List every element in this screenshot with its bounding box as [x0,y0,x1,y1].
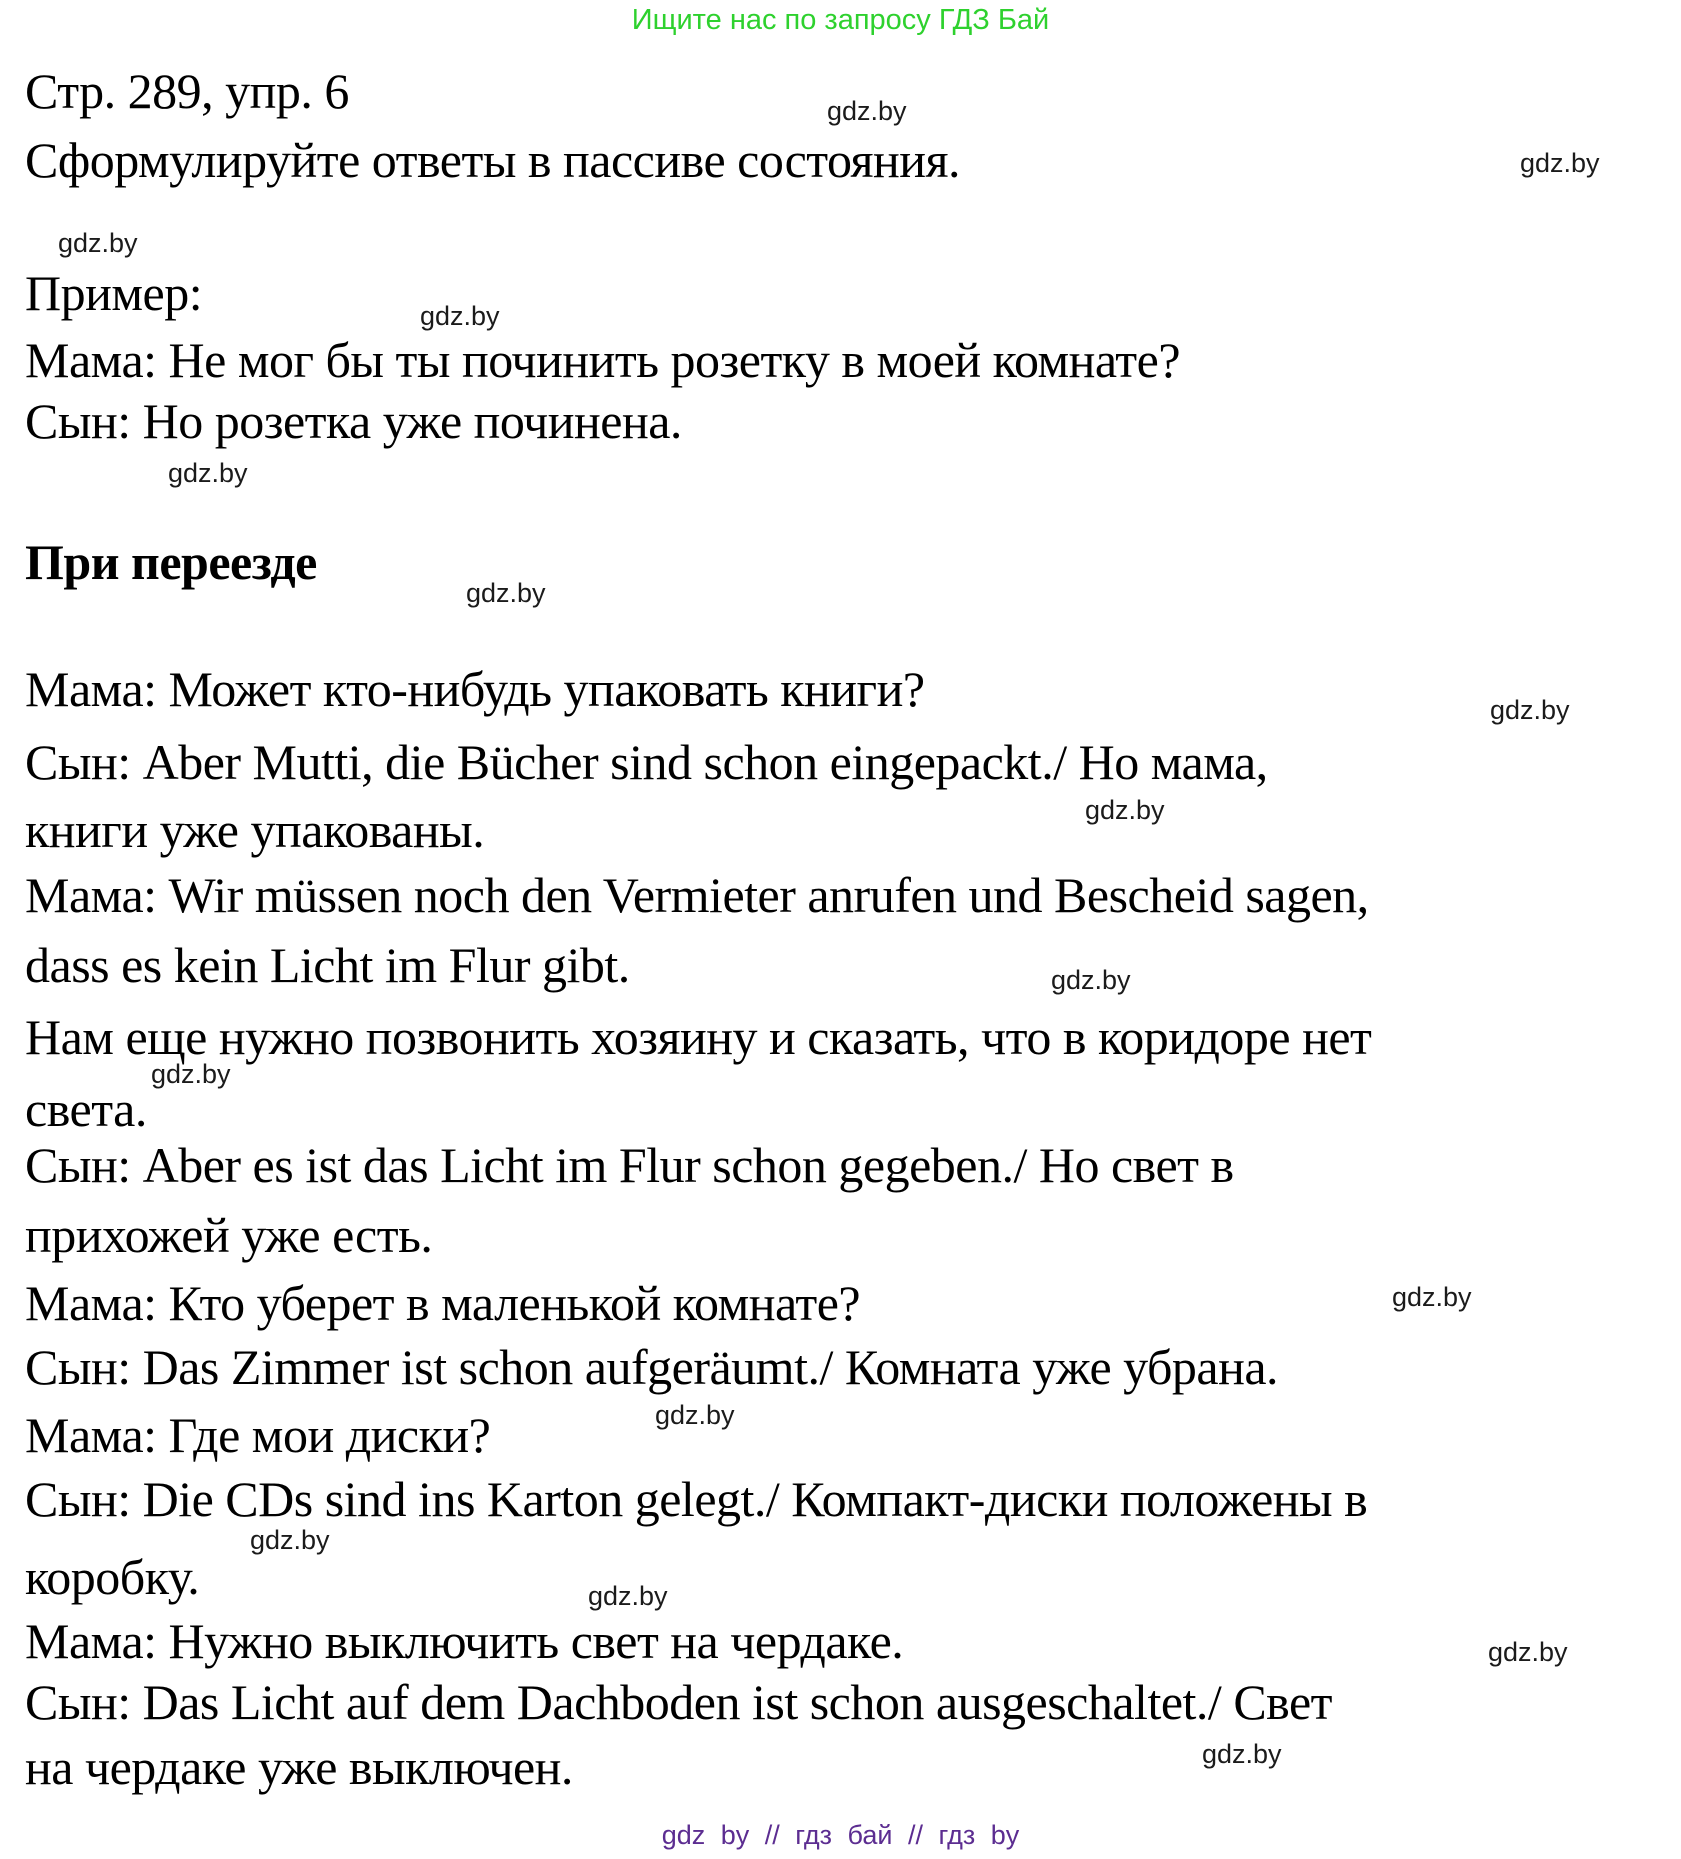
gdz-watermark: gdz.by [827,96,907,126]
gdz-watermark: gdz.by [1520,148,1600,178]
dialog-line: Сын: Die CDs sind ins Karton gelegt./ Компакт-диски положены в [25,1471,1368,1527]
gdz-watermark: gdz.by [588,1581,668,1611]
gdz-watermark: gdz.by [655,1400,735,1430]
gdz-watermark: gdz.by [1488,1637,1568,1667]
example-line: Мама: Не мог бы ты починить розетку в моей комнате? [25,332,1181,388]
dialog-line: Нам еще нужно позвонить хозяину и сказать, что в коридоре нет [25,1009,1372,1065]
gdz-watermark: gdz.by [1085,795,1165,825]
example-line: Сын: Но розетка уже починена. [25,393,682,449]
gdz-watermark: gdz.by [58,228,138,258]
dialog-line: прихожей уже есть. [25,1207,433,1263]
dialog-line: Мама: Wir müssen noch den Vermieter anrufen und Bescheid sagen, [25,867,1369,923]
dialog-line: Мама: Где мои диски? [25,1407,491,1463]
dialog-line: Сын: Aber es ist das Licht im Flur schon gegeben./ Но свет в [25,1137,1234,1193]
gdz-watermark: gdz.by [1202,1739,1282,1769]
dialog-line: Мама: Нужно выключить свет на чердаке. [25,1613,904,1669]
gdz-watermark: gdz.by [1490,695,1570,725]
task-subtitle: Сформулируйте ответы в пассиве состояния. [25,132,961,188]
gdz-watermark: gdz.by [466,578,546,608]
gdz-watermark: gdz.by [250,1525,330,1555]
dialog-line: коробку. [25,1549,200,1605]
gdz-watermark: gdz.by [1051,965,1131,995]
dialog-line: Сын: Das Licht auf dem Dachboden ist schon ausgeschaltet./ Свет [25,1674,1333,1730]
dialog-line: Сын: Aber Mutti, die Bücher sind schon eingepackt./ Но мама, [25,734,1268,790]
task-title: Стр. 289, упр. 6 [25,63,349,119]
promo-banner: Ищите нас по запросу ГДЗ Бай [631,4,1050,36]
gdz-watermark: gdz.by [151,1059,231,1089]
dialog-line: Сын: Das Zimmer ist schon aufgeräumt./ Комната уже убрана. [25,1339,1279,1395]
dialog-line: на чердаке уже выключен. [25,1739,573,1795]
dialog-line: dass es kein Licht im Flur gibt. [25,937,630,993]
example-label: Пример: [25,265,203,321]
section-title: При переезде [25,534,317,590]
dialog-line: Мама: Кто уберет в маленькой комнате? [25,1275,861,1331]
gdz-watermark: gdz.by [1392,1282,1472,1312]
gdz-watermark: gdz.by [168,458,248,488]
dialog-line: света. [25,1081,147,1137]
dialog-line: Мама: Может кто-нибудь упаковать книги? [25,661,925,717]
site-footer: gdz by // гдз бай // гдз by [661,1820,1020,1850]
gdz-watermark: gdz.by [420,301,500,331]
dialog-line: книги уже упакованы. [25,802,485,858]
